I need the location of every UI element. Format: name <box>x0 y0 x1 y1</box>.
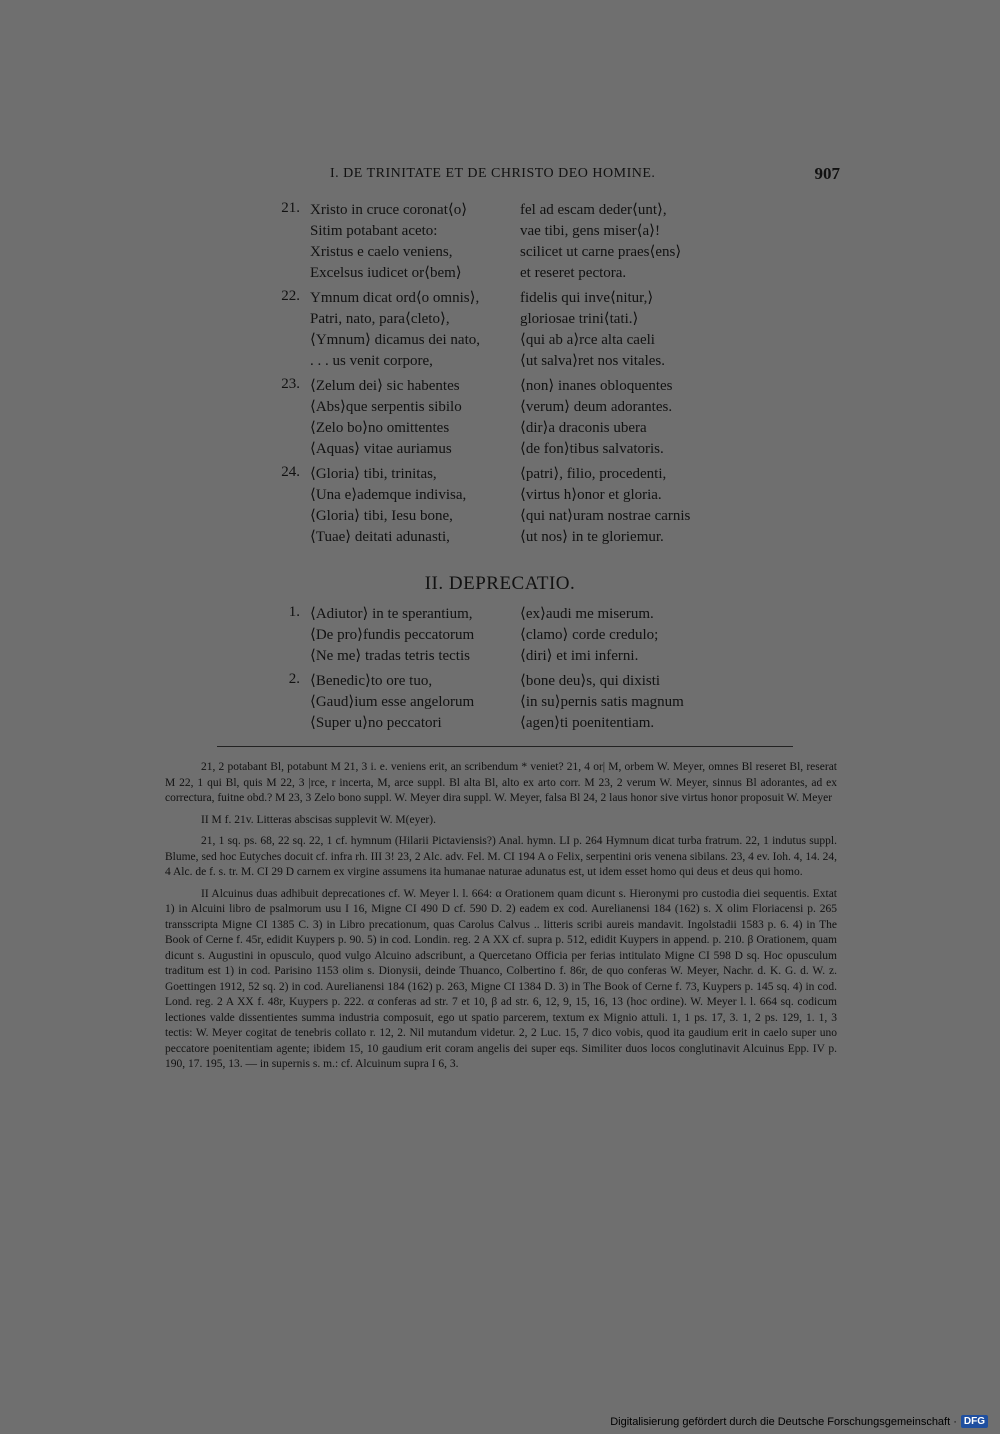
verse-second-half: ⟨qui nat⟩uram nostrae carnis <box>520 508 691 524</box>
stanza <box>270 604 790 667</box>
footnote-divider <box>217 746 793 747</box>
stanza <box>270 288 790 372</box>
running-title: I. DE TRINITATE ET DE CHRISTO DEO HOMINE. <box>330 166 656 181</box>
verse-first-half: Xristus e caelo veniens, <box>310 244 453 260</box>
stanza <box>270 376 790 460</box>
verse-line <box>310 376 790 397</box>
verse-first-half: ⟨Aquas⟩ vitae auriamus <box>310 441 452 457</box>
verse-first-half: ⟨Gloria⟩ tibi, trinitas, <box>310 466 437 482</box>
verse-first-half: ⟨Tuae⟩ deitati adunasti, <box>310 529 450 545</box>
verse-line <box>310 625 790 646</box>
verse-second-half: ⟨verum⟩ deum adorantes. <box>520 399 673 415</box>
verse-first-half: ⟨Una e⟩ademque indivisa, <box>310 487 467 503</box>
verse-line <box>310 200 790 221</box>
verse-second-half: vae tibi, gens miser⟨a⟩! <box>520 223 660 239</box>
verse-first-half: Excelsus iudicet or⟨bem⟩ <box>310 265 462 281</box>
verse-second-half: ⟨ut salva⟩ret nos vitales. <box>520 353 666 369</box>
footer-text: Digitalisierung gefördert durch die Deutsche Forschungsgemeinschaft · <box>610 1415 957 1428</box>
verse-line <box>310 527 790 548</box>
section-title: II. DEPRECATIO. <box>424 573 576 594</box>
verse-second-half: ⟨patri⟩, filio, procedenti, <box>520 466 667 482</box>
apparatus-notes <box>165 760 837 1079</box>
verse-second-half: ⟨de fon⟩tibus salvatoris. <box>520 441 664 457</box>
verse-line <box>310 288 790 309</box>
verse-line <box>310 439 790 460</box>
verse-first-half: ⟨Zelo bo⟩no omittentes <box>310 420 450 436</box>
verse-line <box>310 485 790 506</box>
verse-line <box>310 309 790 330</box>
verse-line <box>310 221 790 242</box>
stanza-number: 1. <box>288 604 300 620</box>
stanza <box>270 200 790 284</box>
stanza-number: 22. <box>281 288 300 304</box>
stanza-number: 23. <box>281 376 300 392</box>
verse-second-half: scilicet ut carne praes⟨ens⟩ <box>520 244 682 260</box>
verse-second-half: ⟨agen⟩ti poenitentiam. <box>520 715 655 731</box>
note-paragraph: II M f. 21v. Litteras abscisas supplevit W. M(eyer). <box>201 813 436 826</box>
verse-second-half: et reseret pectora. <box>520 265 627 281</box>
note-paragraph: II Alcuinus duas adhibuit deprecationes cf. W. Meyer l. l. 664: α Orationem quam dicunt s. Hieronymi pro custodia diei sequentis. Extat 1) in Alcuini libro de psalmorum usu I 16, Migne CI 490 D cf. 590 D. 2) eadem ex cod. Aurelianensi 184 (162) s. X olim Floriacensi p. 265 transscripta Migne CI 1385 C. 3) in Libro precationum, quas Carolus Calvus .. litteris scribi aureis mandavit. Ingolstadii 1583 p. 6. 4) in The Book of Cerne f. 45r, edidit Kuypers p. 90. 5) in cod. Londin. reg. 2 A XX cf. supra p. 512, edidit Kuypers in append. p. 210. β Orationem, quam dicunt s. Augustini in opusculo, quod vulgo Alcuino adscribunt, a Quercetano Officia per ferias intitulato Migne CI 598 D sq. Hoc opusculum traditum est 1) in cod. Parisino 1153 olim s. Dionysii, deinde Thuanco, Colbertino f. 86r, de quo conferas W. Meyer, Nachr. d. K. G. d. W. z. Goettingen 1912, 52 sq. 2) in cod. Aurelianensi 184 (162) p. 263, Migne CI 1384 D. 3) in The Book of Cerne f. 73, Kuypers p. 145 sq. 4) in cod. Lond. reg. 2 A XX f. 48r, Kuypers p. 222. α conferas ad str. 7 et 10, β ad str. 6, 12, 9, 15, 16, 13 (hoc ordine). W. Meyer l. l. 664 sq. codicum lectiones valde dissentientes summa industria composuit, ego ut spatio parcerem, textum ex Mignio attuli. 1, 1 ps. 17, 3. 1, 2 ps. 129, 1. 1, 3 tectis: W. Meyer cogitat de tenebris collato r. 12, 2. Nil mutandum videtur. 2, 2 Luc. 15, 7 dico vobis, quod ita gaudium erit in caelo super uno peccatore poenitentiam agente; ibidem 15, 10 gaudium erit coram angelis dei super eqs. Similiter duos locos conglutinavit Alcuinus Epp. IV p. 190, 17. 195, 13. — in supernis s. m.: cf. Alcuinum supra I 6, 3. <box>165 887 837 1070</box>
verse-line <box>310 397 790 418</box>
verse-first-half: ⟨Gloria⟩ tibi, Iesu bone, <box>310 508 453 524</box>
poem-part-1 <box>270 200 790 552</box>
poem-part-2 <box>270 604 790 738</box>
note-paragraph: 21, 1 sq. ps. 68, 22 sq. 22, 1 cf. hymnum (Hilarii Pictaviensis?) Anal. hymn. LI p. 264 Hymnum dicat turba fratrum. 22, 1 indutus suppl. Blume, sed hoc Eutyches docuit cf. infra rh. III 3! 23, 2 Alc. adv. Fel. M. CI 194 A o Felix, serpentini oris venena sibilans. 23, 4 ev. Ioh. 4, 14. 24, 4 Alc. de f. s. tr. M. CI 29 D carnem ex virgine assumens ita humanae naturae adunatus est, ut idem esset homo qui deus et deus qui homo. <box>165 835 837 878</box>
verse-line <box>310 692 790 713</box>
verse-second-half: fel ad escam deder⟨unt⟩, <box>520 202 667 218</box>
dfg-logo: DFG <box>961 1415 988 1428</box>
note-paragraph: 21, 2 potabant Bl, potabunt M 21, 3 i. e. veniens erit, an scribendum * veniet? 21, 4 or| M, orbem W. Meyer, omnes Bl reseret Bl, reserat M 22, 1 qui Bl, quis M 22, 3 |rce, r incerta, M, arce suppl. Bl alta Bl, alto ex arto corr. M 23, 2 verum W. Meyer, sinnus Bl adorantes, ad ex correctura, fuitne obd.? M 23, 3 Zelo bono suppl. W. Meyer dira suppl. W. Meyer, falsa Bl 24, 2 laus honor sive virtus honor proposuit W. Meyer <box>165 761 837 804</box>
page-number: 907 <box>814 164 840 183</box>
verse-second-half: ⟨ut nos⟩ in te gloriemur. <box>520 529 664 545</box>
verse-first-half: Patri, nato, para⟨cleto⟩, <box>310 311 450 327</box>
verse-line <box>310 646 790 667</box>
verse-line <box>310 263 790 284</box>
running-header <box>160 166 840 188</box>
verse-line <box>310 464 790 485</box>
verse-first-half: ⟨Zelum dei⟩ sic habentes <box>310 378 460 394</box>
verse-first-half: . . . us venit corpore, <box>310 353 433 369</box>
stanza-number: 2. <box>288 671 300 687</box>
stanza-number: 21. <box>281 200 300 216</box>
verse-first-half: ⟨Abs⟩que serpentis sibilo <box>310 399 462 415</box>
verse-second-half: ⟨bone deu⟩s, qui dixisti <box>520 673 661 689</box>
verse-line <box>310 351 790 372</box>
verse-line <box>310 713 790 734</box>
verse-line <box>310 604 790 625</box>
stanza-number: 24. <box>281 464 300 480</box>
verse-line <box>310 671 790 692</box>
verse-second-half: ⟨dir⟩a draconis ubera <box>520 420 647 436</box>
verse-second-half: ⟨ex⟩audi me miserum. <box>520 606 654 622</box>
digitization-footer <box>610 1415 988 1428</box>
verse-second-half: gloriosae trini⟨tati.⟩ <box>520 311 639 327</box>
verse-second-half: ⟨diri⟩ et imi inferni. <box>520 648 639 664</box>
verse-first-half: ⟨Super u⟩no peccatori <box>310 715 442 731</box>
verse-first-half: Sitim potabant aceto: <box>310 223 438 239</box>
verse-first-half: ⟨Benedic⟩to ore tuo, <box>310 673 433 689</box>
verse-first-half: ⟨Ymnum⟩ dicamus dei nato, <box>310 332 481 348</box>
verse-second-half: ⟨qui ab a⟩rce alta caeli <box>520 332 655 348</box>
stanza <box>270 671 790 734</box>
verse-second-half: fidelis qui inve⟨nitur,⟩ <box>520 290 654 306</box>
verse-first-half: ⟨De pro⟩fundis peccatorum <box>310 627 475 643</box>
verse-line <box>310 242 790 263</box>
verse-line <box>310 506 790 527</box>
verse-line <box>310 330 790 351</box>
verse-second-half: ⟨virtus h⟩onor et gloria. <box>520 487 662 503</box>
verse-second-half: ⟨non⟩ inanes obloquentes <box>520 378 673 394</box>
verse-line <box>310 418 790 439</box>
stanza <box>270 464 790 548</box>
verse-first-half: ⟨Gaud⟩ium esse angelorum <box>310 694 475 710</box>
verse-first-half: Xristo in cruce coronat⟨o⟩ <box>310 202 468 218</box>
verse-first-half: ⟨Adiutor⟩ in te sperantium, <box>310 606 473 622</box>
verse-first-half: Ymnum dicat ord⟨o omnis⟩, <box>310 290 480 306</box>
verse-second-half: ⟨in su⟩pernis satis magnum <box>520 694 684 710</box>
verse-second-half: ⟨clamo⟩ corde credulo; <box>520 627 659 643</box>
verse-first-half: ⟨Ne me⟩ tradas tetris tectis <box>310 648 470 664</box>
